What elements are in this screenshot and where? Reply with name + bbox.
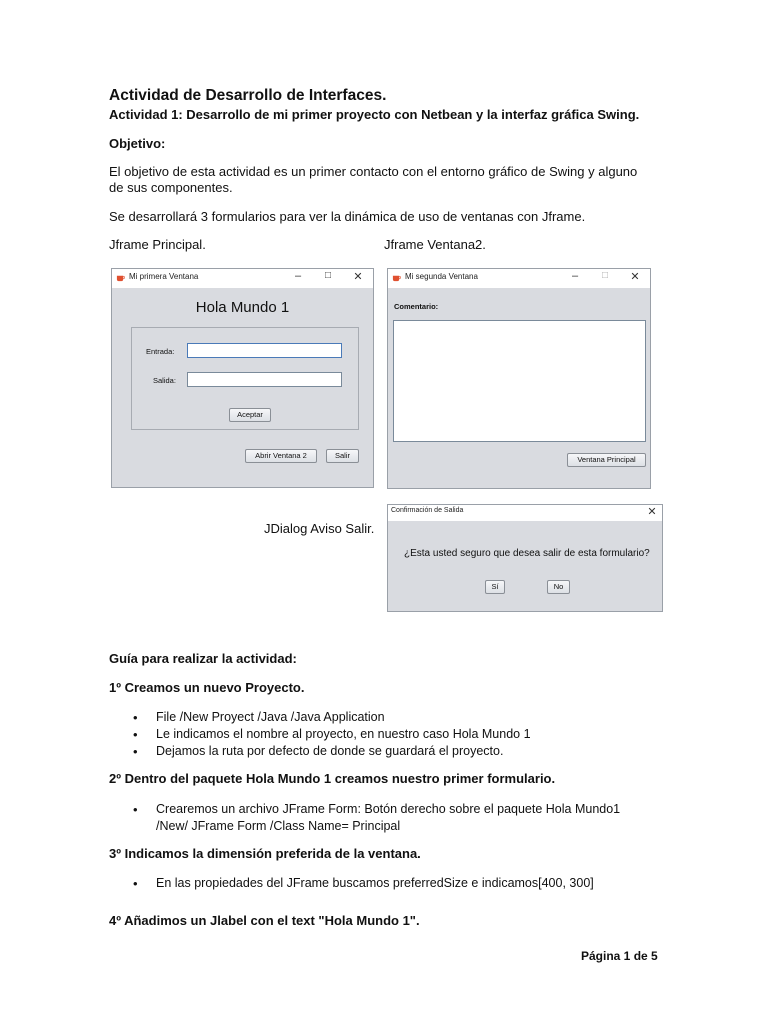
list-item: • Dejamos la ruta por defecto de donde se guardará el proyecto. (133, 744, 504, 759)
list-item: • Crearemos un archivo JFrame Form: Botón derecho sobre el paquete Hola Mundo1 (133, 802, 621, 817)
step2-list (133, 801, 621, 835)
maximize-icon[interactable]: □ (324, 270, 332, 281)
java-cup-icon (392, 273, 401, 282)
window-principal-title: Mi primera Ventana (129, 272, 199, 281)
objective-text-line1: El objetivo de esta actividad es un primer contacto con el entorno gráfico de Swing y alguno (109, 164, 638, 179)
step3-title: 3º Indicamos la dimensión preferida de la ventana. (109, 846, 421, 861)
activity-subheading: Actividad 1: Desarrollo de mi primer proyecto con Netbean y la interfaz gráfica Swing. (109, 107, 640, 122)
hola-mundo-label: Hola Mundo 1 (195, 299, 290, 316)
caption-ventana2: Jframe Ventana2. (384, 237, 486, 252)
close-icon[interactable]: ✕ (353, 271, 363, 283)
salida-label: Salida: (153, 376, 176, 385)
step4-title: 4º Añadimos un Jlabel con el text "Hola Mundo 1". (109, 913, 420, 928)
comentario-label: Comentario: (394, 302, 439, 311)
maximize-icon: □ (601, 270, 609, 281)
no-button[interactable]: No (547, 580, 570, 594)
java-cup-icon (116, 273, 125, 282)
step1-list (133, 709, 531, 760)
caption-principal: Jframe Principal. (109, 237, 206, 252)
minimize-icon[interactable]: – (294, 270, 302, 282)
dialog-title: Confirmación de Salida (391, 507, 464, 514)
objective-text-line2: de sus componentes. (109, 180, 233, 195)
window-ventana2-titlebar (388, 269, 650, 288)
dialog-confirmacion (387, 504, 663, 612)
salida-field[interactable] (187, 372, 342, 387)
forms-text: Se desarrollará 3 formularios para ver la dinámica de uso de ventanas con Jframe. (109, 209, 586, 224)
si-button[interactable]: Sí (485, 580, 505, 594)
guide-label: Guía para realizar la actividad: (109, 651, 297, 666)
abrir-ventana2-button[interactable]: Abrir Ventana 2 (245, 449, 317, 463)
close-icon[interactable]: ✕ (630, 271, 640, 283)
window-ventana2-title: Mi segunda Ventana (405, 272, 478, 281)
close-icon[interactable]: ✕ (647, 506, 657, 518)
page-footer: Página 1 de 5 (581, 949, 658, 963)
objective-label: Objetivo: (109, 136, 166, 151)
minimize-icon[interactable]: – (571, 270, 579, 282)
list-item-continuation: /New/ JFrame Form /Class Name= Principal (156, 819, 401, 833)
salir-button[interactable]: Salir (326, 449, 359, 463)
step2-title: 2º Dentro del paquete Hola Mundo 1 creamos nuestro primer formulario. (109, 771, 556, 786)
list-item: • File /New Proyect /Java /Java Application (133, 710, 385, 725)
comentario-textarea[interactable] (393, 320, 646, 442)
window-ventana2 (387, 268, 651, 489)
window-principal (111, 268, 374, 488)
step3-list (133, 875, 594, 892)
input-panel (131, 327, 359, 430)
dialog-question: ¿Esta usted seguro que desea salir de esta formulario? (404, 548, 650, 559)
entrada-label: Entrada: (146, 347, 175, 356)
list-item: • Le indicamos el nombre al proyecto, en nuestro caso Hola Mundo 1 (133, 727, 531, 742)
aceptar-button[interactable]: Aceptar (229, 408, 271, 422)
entrada-field[interactable] (187, 343, 342, 358)
caption-dialog: JDialog Aviso Salir. (264, 521, 375, 536)
list-item: • En las propiedades del JFrame buscamos preferredSize e indicamos[400, 300] (133, 876, 594, 891)
step1-title: 1º Creamos un nuevo Proyecto. (109, 680, 305, 695)
document-heading: Actividad de Desarrollo de Interfaces. (109, 87, 387, 104)
window-principal-titlebar (112, 269, 373, 288)
ventana-principal-button[interactable]: Ventana Principal (567, 453, 646, 467)
dialog-titlebar (388, 505, 662, 521)
